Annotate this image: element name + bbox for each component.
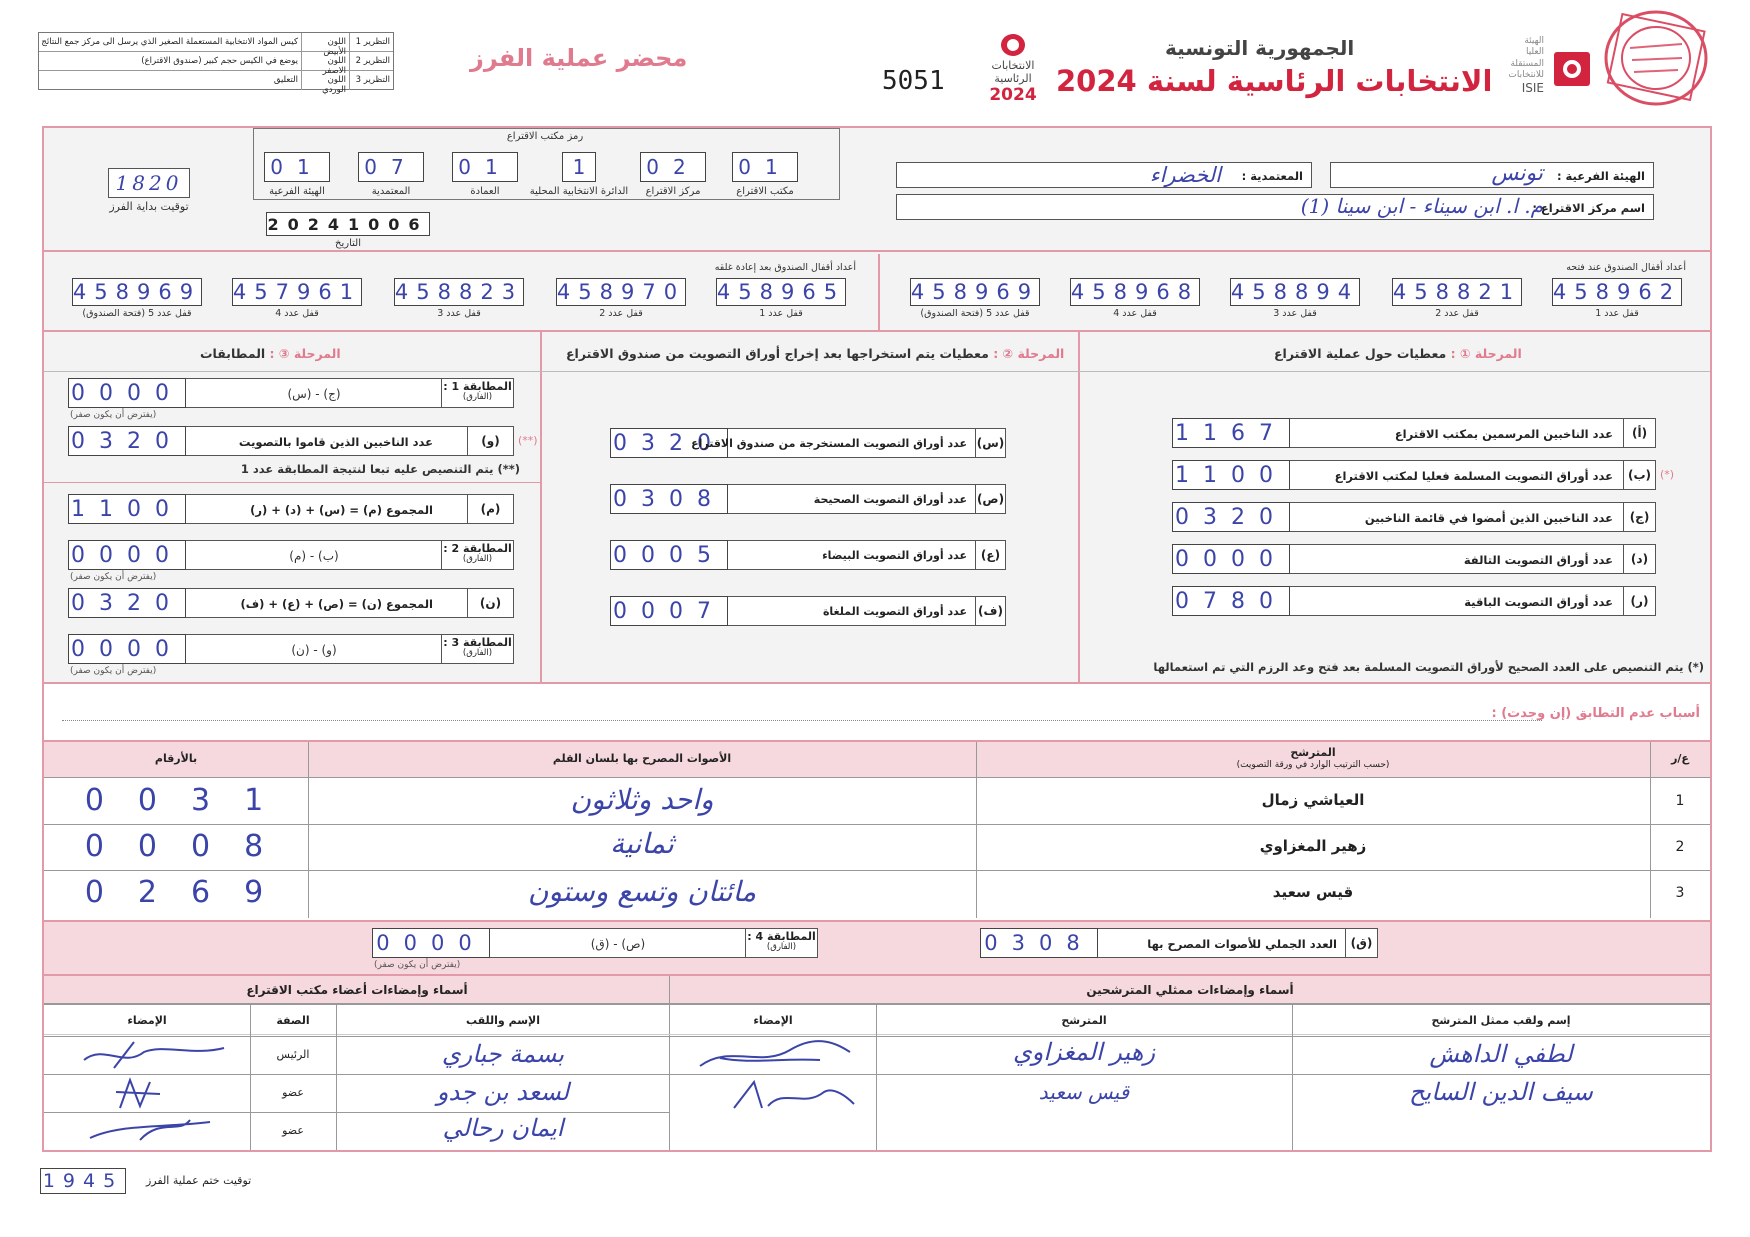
rep-2-signature	[724, 1078, 864, 1112]
mismatch-row[interactable]	[42, 684, 1712, 742]
legend-color: اللون الوردي	[301, 71, 349, 90]
code-office-label: مكتب الاقتراع	[736, 186, 794, 197]
stage3-title: المرحلة ③ : المطابقات	[200, 346, 341, 361]
stage1-row-d: 0000 عدد أوراق التصويت التالفة (د)	[1172, 544, 1656, 574]
lock-after-3-label: قفل عدد 3	[437, 308, 481, 319]
legend-color: اللون الاصفر	[301, 52, 349, 70]
rep-1-signature	[690, 1038, 860, 1074]
start-time-label: توقيت بداية الفرز	[109, 200, 189, 213]
office-2-role: عضو	[282, 1086, 304, 1099]
stage3-mark: (**)	[518, 434, 538, 447]
stage3-row-m2: 0000 (ب) - (م) المطابقة 2 : (الفارق)	[68, 540, 514, 570]
lock-after-4-label: قفل عدد 4	[275, 308, 319, 319]
date-label: التاريخ	[335, 238, 361, 249]
rep-2-candidate: قيس سعيد	[1038, 1080, 1130, 1104]
end-time-box: 1945	[40, 1168, 126, 1194]
rep-2-name: سيف الدين السايح	[1409, 1078, 1593, 1106]
lock-after-2: 458970	[556, 280, 686, 304]
code-imada: 01	[452, 152, 518, 182]
stage3-row-m3: 0000 (و) - (ن) المطابقة 3 : (الفارق)	[68, 634, 514, 664]
tunisia-flag-icon	[1554, 52, 1590, 86]
subregion-field[interactable]: الهيئة الفرعية : تونس	[1330, 162, 1654, 188]
code-center-label: مركز الاقتراع	[645, 186, 701, 197]
stage3-note: (يفترض أن يكون صفر)	[70, 572, 157, 582]
lock-before-3-label: قفل عدد 3	[1273, 308, 1317, 319]
legend-table	[38, 32, 394, 95]
elections-logo-year: 2024	[989, 85, 1037, 106]
lock-after-1: 458965	[716, 280, 846, 304]
official-stamp-icon	[1590, 4, 1720, 116]
stage2-row-f: 0007 عدد أوراق التصويت الملغاة (ف)	[610, 596, 1006, 626]
result-row-2: 2 زهير المغزاوي ثمانية 0008	[84, 827, 1685, 864]
stage3-row-n: 0320 المجموع (ن) = (ص) + (ع) + (ف) (ن)	[68, 588, 514, 618]
office-3-signature	[80, 1114, 220, 1144]
lock-after-3: 458823	[394, 280, 524, 304]
lock-after-1-label: قفل عدد 1	[759, 308, 803, 319]
legend-n: التظرير 2	[349, 52, 393, 70]
office-1-role: الرئيس	[276, 1048, 310, 1061]
serial-number: 5051	[882, 66, 945, 96]
stage2-row-s: 0320 عدد أوراق التصويت المستخرجة من صندوق الاقتراع (س)	[610, 428, 1006, 458]
legend-color: اللون الأبيض	[301, 33, 349, 51]
stage2-row-a: 0005 عدد أوراق التصويت البيضاء (ع)	[610, 540, 1006, 570]
date-box: 20241006	[266, 212, 430, 236]
stage1-star-note: (*) يتم التنصيص على العدد الصحيح لأوراق التصويت المسلمة بعد فتح وعد الرزم التي تم استعمالها	[1153, 660, 1704, 674]
rep-1-candidate: زهير المغزاوي	[1012, 1038, 1156, 1066]
office-title: أسماء وإمضاءات أعضاء مكتب الاقتراع	[246, 983, 468, 997]
lock-before-4-label: قفل عدد 4	[1113, 308, 1157, 319]
lock-after-5: 458969	[72, 280, 202, 304]
stage1-row-r: 0780 عدد أوراق التصويت الباقية (ر)	[1172, 586, 1656, 616]
code-delegation: 07	[358, 152, 424, 182]
office-3-role: عضو	[282, 1124, 304, 1137]
code-office: 01	[732, 152, 798, 182]
code-local-district: 1	[562, 152, 596, 182]
stage2-row-p: 0308 عدد أوراق التصويت الصحيحة (ص)	[610, 484, 1006, 514]
locks-before-title: أعداد أقفال الصندوق عند فتحه	[1566, 262, 1686, 273]
office-1-name: بسمة جباري	[441, 1040, 565, 1068]
results-table	[42, 742, 1712, 922]
result-row-3: 3 قيس سعيد مائتان وتسع وستون 0269	[84, 875, 1685, 910]
reps-title: أسماء وإمضاءات ممثلي المترشحين	[1086, 983, 1294, 997]
flag-icon	[1001, 34, 1025, 56]
stage3-row-m1: 0000 (ج) - (س) المطابقة 1 : (الفارق)	[68, 378, 514, 408]
stage3-row-w: 0320 عدد الناخبين الذين قاموا بالتصويت (و)	[68, 426, 514, 456]
legend-n: التظرير 1	[349, 33, 393, 51]
start-time-box	[108, 168, 190, 198]
legend-desc: كيس المواد الانتخابية المستعملة الصغير الذي يرسل الى مركز جمع النتائج	[41, 37, 298, 47]
deleg-value: الخضراء	[1149, 163, 1221, 187]
office-2-name: لسعد بن جدو	[436, 1078, 570, 1106]
results-h-candidate: المترشح (حسب الترتيب الوارد في ورقة التصويت)	[1236, 746, 1390, 771]
stage1-row-j: 0320 عدد الناخبين الذين أمضوا في قائمة الناخبين (ج)	[1172, 502, 1656, 532]
lock-before-2: 458821	[1392, 280, 1522, 304]
deleg-field[interactable]: المعتمدية : الخضراء	[896, 162, 1312, 188]
stage3-note: (يفترض أن يكون صفر)	[70, 666, 157, 676]
lock-before-5-label: قفل عدد 5 (فتحة الصندوق)	[920, 308, 1030, 319]
office-2-signature	[110, 1076, 170, 1112]
stage3-row-m: 1100 المجموع (م) = (س) + (د) + (ر) (م)	[68, 494, 514, 524]
isie-logo: الهيئة العليا المستقلة للانتخابات ISIE	[1508, 36, 1544, 95]
stage3-star-note: (**) يتم التنصيص عليه تبعا لنتيجة المطابقة عدد 1	[240, 462, 520, 476]
elections-logo-text: الانتخابات الرئاسية	[991, 59, 1035, 86]
subregion-value: تونس	[1491, 161, 1543, 186]
lock-before-3: 458894	[1230, 280, 1360, 304]
center-field[interactable]: اسم مركز الاقتراع : م. ا. ابن سيناء - ابن سينا (1)	[896, 194, 1654, 220]
stage1-mark: (*)	[1660, 468, 1675, 481]
form-title: محضر عملية الفرز	[470, 44, 688, 72]
lock-after-4: 457961	[232, 280, 362, 304]
end-time-label: توقيت ختم عملية الفرز	[146, 1174, 252, 1187]
office-3-name: ايمان رحالي	[442, 1114, 564, 1142]
lock-after-2-label: قفل عدد 2	[599, 308, 643, 319]
legend-n: التظرير 3	[349, 71, 393, 90]
code-subregion-label: الهيئة الفرعية	[269, 186, 325, 197]
lock-before-5: 458969	[910, 280, 1040, 304]
elections-logo	[980, 34, 1046, 110]
match4-box: 0000 (ص) - (ق) المطابقة 4 : (الفارق)	[372, 928, 818, 958]
code-title: رمز مكتب الاقتراع	[506, 131, 584, 142]
office-1-signature	[74, 1038, 234, 1074]
match4-note: (يفترض أن يكون صفر)	[374, 960, 461, 970]
results-h-words: الأصوات المصرح بها بلسان القلم	[552, 752, 732, 765]
stage3-note: (يفترض أن يكون صفر)	[70, 410, 157, 420]
code-center: 02	[640, 152, 706, 182]
lock-before-4: 458968	[1070, 280, 1200, 304]
legend-desc: التعليق	[273, 75, 298, 85]
stage1-title: المرحلة ① : معطيات حول عملية الاقتراع	[1274, 346, 1522, 361]
code-delegation-label: المعتمدية	[371, 186, 411, 197]
mismatch-label: أسباب عدم التطابق (إن وجدت) :	[1491, 706, 1700, 721]
stage1-row-b: 1100 عدد أوراق التصويت المسلمة فعليا لمكتب الاقتراع (ب)	[1172, 460, 1656, 490]
lock-before-2-label: قفل عدد 2	[1435, 308, 1479, 319]
main-title: الانتخابات الرئاسية لسنة 2024	[1056, 64, 1493, 98]
republic-title: الجمهورية التونسية	[1165, 36, 1355, 60]
rep-1-name: لطفي الداهش	[1429, 1040, 1573, 1068]
stage1-row-a: 1167 عدد الناخبين المرسمين بمكتب الاقتراع (أ)	[1172, 418, 1656, 448]
code-imada-label: العمادة	[470, 186, 500, 197]
stage2-title: المرحلة ② : معطيات يتم استخراجها بعد إخراج أوراق التصويت من صندوق الاقتراع	[566, 346, 1065, 361]
lock-before-1-label: قفل عدد 1	[1595, 308, 1639, 319]
results-h-digits: بالأرقام	[154, 752, 198, 765]
start-time-value: 1820	[115, 171, 183, 195]
legend-desc: يوضع في الكيس حجم كبير (صندوق الاقتراع)	[141, 56, 298, 66]
total-q-box: 0308 العدد الجملي للأصوات المصرح بها (ق)	[980, 928, 1378, 958]
totals-row	[42, 922, 1712, 976]
center-value: م. ا. ابن سيناء - ابن سينا (1)	[1300, 194, 1543, 218]
code-local-district-label: الدائرة الانتخابية المحلية	[529, 186, 629, 197]
result-row-1: 1 العياشي زمال واحد وثلاثون 0031	[84, 783, 1685, 818]
lock-before-1: 458962	[1552, 280, 1682, 304]
code-subregion: 01	[264, 152, 330, 182]
results-h-num: ع/ر	[1671, 752, 1689, 765]
locks-after-title: أعداد أقفال الصندوق بعد إعادة غلقه	[714, 262, 856, 273]
lock-after-5-label: قفل عدد 5 (فتحة الصندوق)	[82, 308, 192, 319]
